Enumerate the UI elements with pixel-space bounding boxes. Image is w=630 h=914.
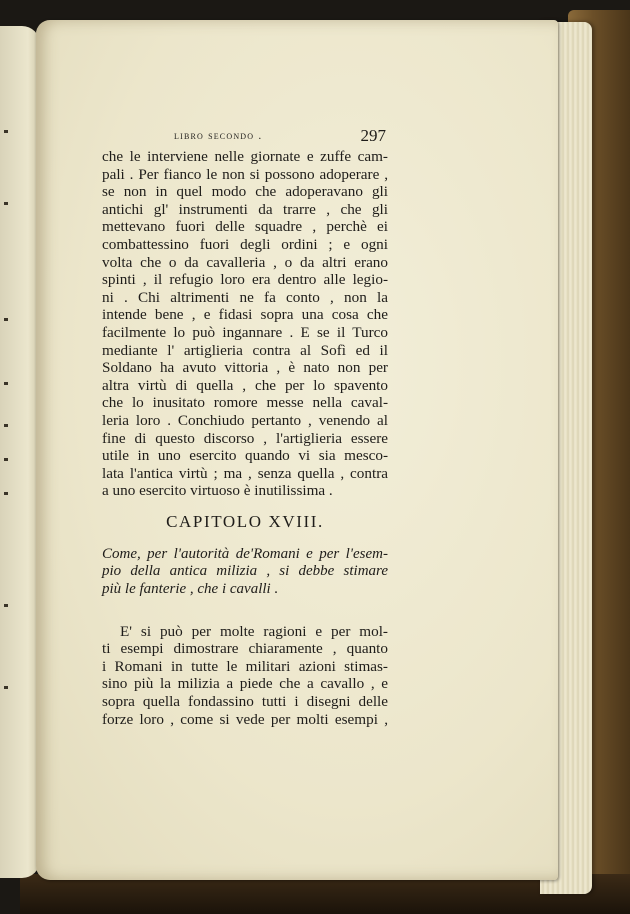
previous-page-ink-mark [4, 318, 8, 321]
text-line: altra virtù di quella , che per lo spavento [102, 376, 388, 394]
page-text-block [102, 126, 388, 728]
previous-page-edge [0, 26, 40, 878]
text-line: che lo inusitato romore messe nella caval- [102, 394, 388, 412]
text-line: se non in quel modo che adoperavano gli [102, 183, 388, 201]
page-number: 297 [360, 126, 386, 145]
text-line: E' si può per molte ragioni e per mol- [120, 622, 388, 640]
text-line: combattessino fuori degli ordini ; e ogni [102, 235, 388, 253]
running-title: libro secondo . [174, 130, 263, 142]
text-line: sino più la milizia a piede che a cavallo , e [102, 675, 388, 693]
text-line: volta che o da cavalleria , o da altri erano [102, 253, 388, 271]
text-line: fine di questo discorso , l'artiglieria essere [102, 429, 388, 447]
text-line: sopra quella fondassino tutti i disegni delle [102, 693, 388, 711]
text-line: Soldano ha avuto vittoria , è nato non per [102, 359, 388, 377]
text-line: lata l'antica virtù ; ma , senza quella , contra [102, 464, 388, 482]
chapter-title-line: più le fanterie , che i cavalli . [102, 581, 279, 598]
text-line: mediante l' artiglieria contra al Sofì ed il [102, 341, 388, 359]
text-line: utile in uno esercito quando vi sia mesco- [102, 447, 388, 465]
previous-page-ink-mark [4, 686, 8, 689]
text-line: forze loro , come si vede per molti esempi , [102, 710, 388, 728]
previous-page-ink-mark [4, 202, 8, 205]
previous-page-ink-mark [4, 458, 8, 461]
chapter-title [102, 546, 388, 599]
text-line: leria loro . Conchiudo pertanto , venendo al [102, 411, 388, 429]
text-line: ni . Chi altrimenti ne fa conto , non la [102, 288, 388, 306]
text-line: mettevano fuori delle squadre , perchè ei [102, 218, 388, 236]
previous-page-ink-mark [4, 492, 8, 495]
text-line: antichi gl' instrumenti da trarre , che gli [102, 200, 388, 218]
chapter-title-line: pio della antica milizia , si debbe stimare [102, 563, 388, 580]
paragraph-2 [102, 623, 388, 729]
text-line: ti esempi dimostrare chiaramente , quanto [102, 640, 388, 658]
previous-page-ink-mark [4, 424, 8, 427]
paragraph-1 [102, 148, 388, 500]
previous-page-ink-mark [4, 604, 8, 607]
text-line: che le interviene nelle giornate e zuffe cam- [102, 148, 388, 165]
text-line: a uno esercito virtuoso è inutilissima . [102, 482, 333, 500]
text-line: spinti , il refugio loro era dentro alle legio- [102, 271, 388, 289]
text-line: i Romani in tutte le militari azioni stimas- [102, 657, 388, 675]
chapter-heading: CAPITOLO XVIII. [166, 511, 324, 531]
chapter-title-line: Come, per l'autorità de'Romani e per l'esem- [102, 545, 388, 562]
running-head [102, 126, 388, 148]
book-cover-bottom [20, 874, 630, 914]
text-line: intende bene , e fidasi sopra una cosa che [102, 306, 388, 324]
text-line: facilmente lo può ingannare . E se il Turco [102, 323, 388, 341]
text-line: pali . Per fianco le non si possono adoperare , [102, 165, 388, 183]
previous-page-ink-mark [4, 382, 8, 385]
previous-page-ink-mark [4, 130, 8, 133]
